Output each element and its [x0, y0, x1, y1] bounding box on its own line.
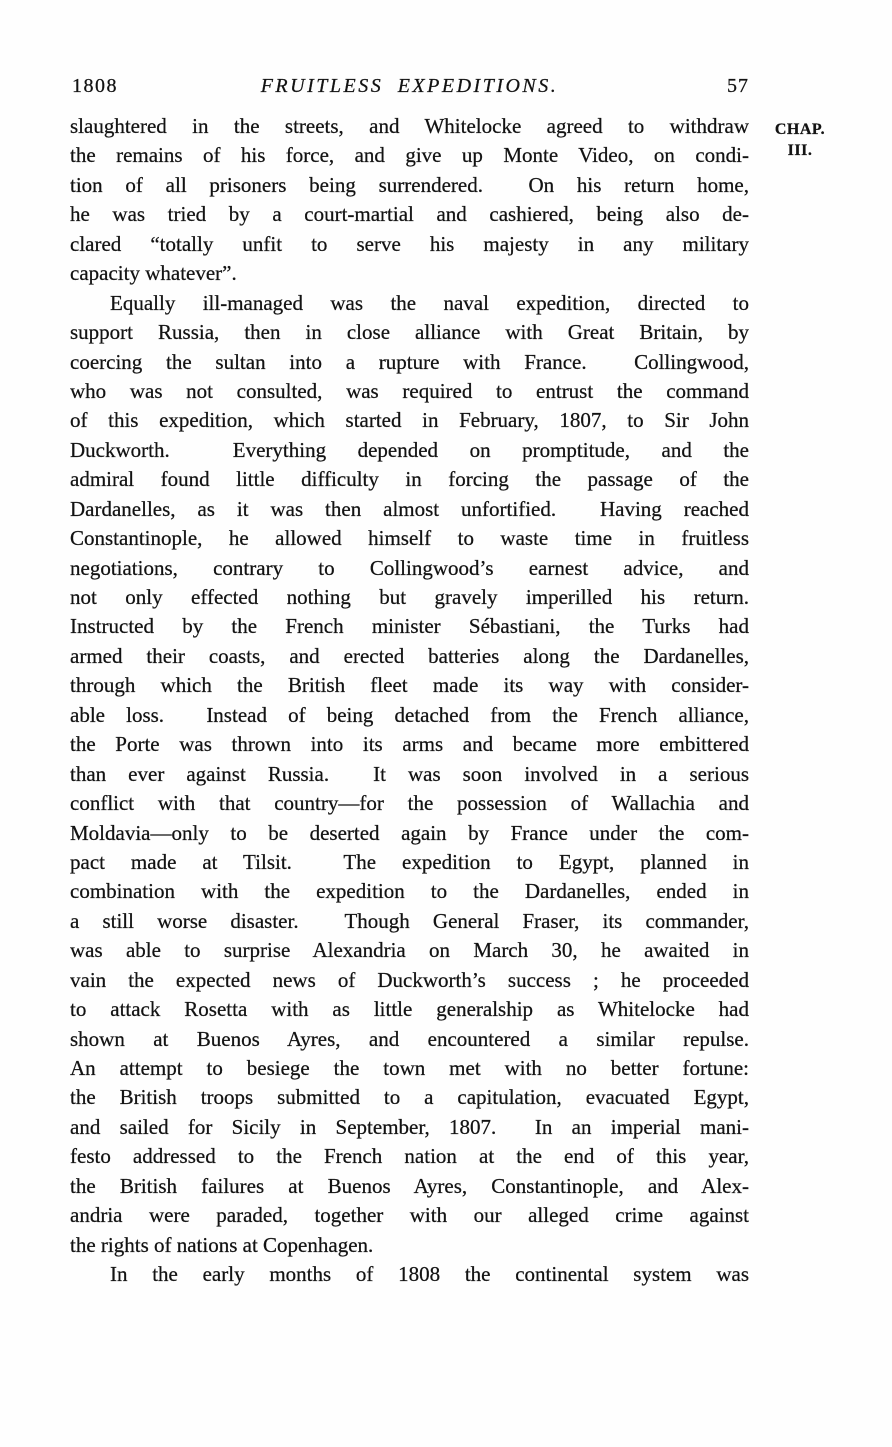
- text-line: shown at Buenos Ayres, and encountered a similar repulse.: [70, 1026, 749, 1051]
- chapter-margin-note: [766, 119, 834, 161]
- text-line: combination with the expedition to the Dardanelles, ended in: [70, 879, 749, 904]
- text-line: Instructed by the French minister Sébastiani, the Turks had: [70, 614, 749, 639]
- text-line: through which the British fleet made its way with consider-: [70, 673, 749, 698]
- text-line: In the early months of 1808 the continental system was: [110, 1262, 749, 1287]
- text-line: pact made at Tilsit. The expedition to Egypt, planned in: [70, 849, 749, 874]
- text-line: the British troops submitted to a capitulation, evacuated Egypt,: [70, 1085, 749, 1110]
- text-line: the remains of his force, and give up Monte Video, on condi-: [70, 143, 749, 168]
- text-line: An attempt to besiege the town met with no better fortune:: [70, 1056, 749, 1080]
- text-line: he was tried by a court-martial and cashiered, being also de-: [70, 202, 749, 227]
- text-line: than ever against Russia. It was soon involved in a serious: [70, 761, 749, 786]
- text-line: Dardanelles, as it was then almost unfortified. Having reached: [70, 496, 749, 521]
- text-line: was able to surprise Alexandria on March 30, he awaited in: [70, 938, 749, 963]
- header-running-title: FRUITLESS EXPEDITIONS.: [260, 75, 559, 97]
- body-text: [70, 112, 749, 1290]
- text-line: to attack Rosetta with as little generalship as Whitelocke had: [70, 997, 749, 1022]
- header-year: 1808: [72, 75, 118, 97]
- text-line: coercing the sultan into a rupture with France. Collingwood,: [70, 349, 749, 374]
- text-line: festo addressed to the French nation at the end of this year,: [70, 1144, 749, 1169]
- text-line: Equally ill-managed was the naval expedition, directed to: [110, 290, 749, 315]
- chapter-number: III.: [787, 142, 813, 159]
- text-line: vain the expected news of Duckworth’s success ; he proceeded: [70, 967, 749, 992]
- header-page-number: 57: [727, 75, 749, 97]
- text-line: and sailed for Sicily in September, 1807. In an imperial mani-: [70, 1114, 749, 1139]
- text-line: of this expedition, which started in February, 1807, to Sir John: [70, 408, 749, 433]
- text-line: slaughtered in the streets, and Whitelocke agreed to withdraw: [70, 114, 749, 138]
- text-line: not only effected nothing but gravely imperilled his return.: [70, 585, 749, 609]
- text-line: admiral found little difficulty in forcing the passage of the: [70, 467, 749, 492]
- text-line: Constantinople, he allowed himself to waste time in fruitless: [70, 526, 749, 551]
- text-line: the Porte was thrown into its arms and became more embittered: [70, 732, 749, 757]
- text-line: andria were paraded, together with our alleged crime against: [70, 1203, 749, 1228]
- text-line: armed their coasts, and erected batteries along the Dardanelles,: [70, 643, 749, 668]
- text-line: Duckworth. Everything depended on promptitude, and the: [70, 437, 749, 462]
- text-line: conflict with that country—for the possession of Wallachia and: [70, 791, 749, 816]
- text-line: who was not consulted, was required to entrust the command: [70, 378, 749, 403]
- text-line: clared “totally unfit to serve his majesty in any military: [70, 231, 749, 256]
- text-line: support Russia, then in close alliance with Great Britain, by: [70, 320, 749, 345]
- text-line: the rights of nations at Copenhagen.: [70, 1232, 374, 1257]
- text-line: the British failures at Buenos Ayres, Constantinople, and Alex-: [70, 1173, 749, 1198]
- text-line: capacity whatever”.: [70, 261, 237, 286]
- text-line: Moldavia—only to be deserted again by France under the com-: [70, 820, 749, 845]
- text-line: a still worse disaster. Though General Fraser, its commander,: [70, 908, 749, 933]
- text-line: negotiations, contrary to Collingwood’s earnest advice, and: [70, 555, 749, 580]
- page-header: [70, 74, 749, 100]
- text-line: able loss. Instead of being detached from the French alliance,: [70, 702, 749, 727]
- text-line: tion of all prisoners being surrendered. On his return home,: [70, 172, 749, 197]
- chapter-label: CHAP.: [774, 121, 826, 138]
